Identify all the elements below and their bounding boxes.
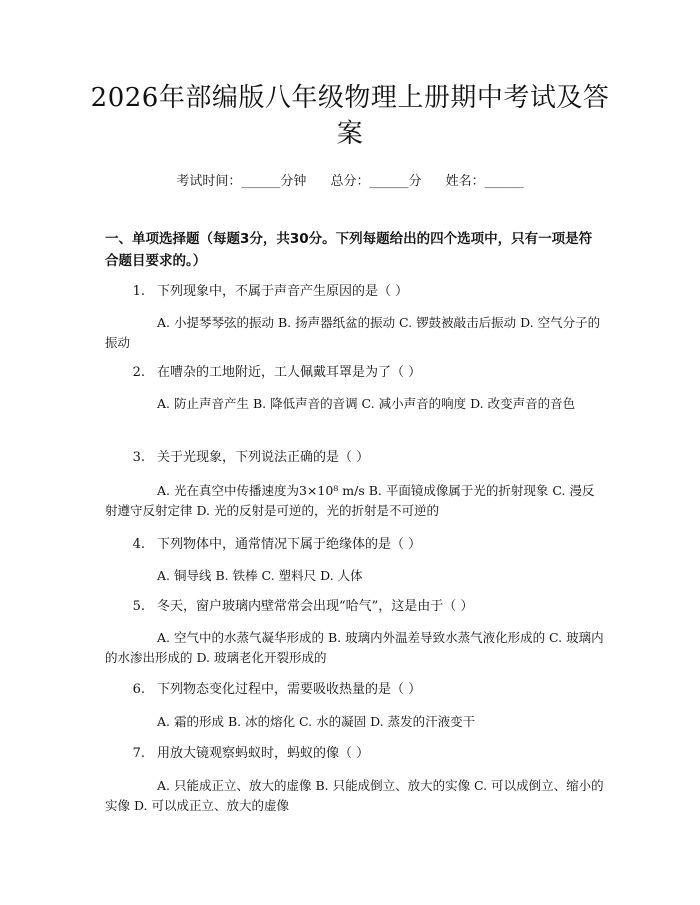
question-3 — [105, 448, 605, 468]
question-3-options: A. 光在真空中传播速度为3×10⁸ m/s B. 平面镜成像属于光的折射现象 C. 漫反射遵守反射定律 D. 光的反射是可逆的，光的折射是不可逆的 — [105, 483, 595, 518]
question-number: 7. — [132, 746, 145, 761]
question-text: 冬天，窗户玻璃内壁常常会出现“哈气”，这是由于（ ） — [157, 599, 474, 614]
question-text: 用放大镜观察蚂蚁时，蚂蚁的像（ ） — [157, 746, 370, 761]
question-text: 在嘈杂的工地附近，工人佩戴耳罩是为了（ ） — [157, 365, 422, 380]
question-text: 下列现象中，不属于声音产生原因的是（ ） — [157, 284, 409, 299]
question-4 — [105, 535, 605, 555]
question-text: 下列物体中，通常情况下属于绝缘体的是（ ） — [157, 537, 422, 552]
question-7 — [105, 744, 605, 764]
question-1-options: A. 小提琴琴弦的振动 B. 扬声器纸盆的振动 C. 锣鼓被敲击后振动 D. 空气分子的振动 — [105, 315, 601, 350]
question-2-options: A. 防止声音产生 B. 降低声音的音调 C. 减小声音的响度 D. 改变声音的音色 — [157, 396, 576, 411]
question-number: 2. — [132, 365, 145, 380]
question-6-options: A. 霜的形成 B. 冰的熔化 C. 水的凝固 D. 蒸发的汗液变干 — [157, 714, 476, 729]
question-text: 关于光现象，下列说法正确的是（ ） — [157, 450, 370, 465]
question-number: 1. — [132, 284, 145, 299]
question-text: 下列物态变化过程中，需要吸收热量的是（ ） — [157, 682, 422, 697]
question-6 — [105, 680, 605, 700]
question-number: 5. — [132, 599, 145, 614]
exam-meta — [0, 170, 700, 189]
question-4-options: A. 铜导线 B. 铁棒 C. 塑料尺 D. 人体 — [157, 568, 363, 583]
question-number: 6. — [132, 682, 145, 697]
total-score-field: 总分：______分 — [330, 174, 422, 189]
question-7-options: A. 只能成正立、放大的虚像 B. 只能成倒立、放大的实像 C. 可以成倒立、缩小的实像 D. 可以成正立、放大的虚像 — [105, 778, 604, 813]
document-title: 2026年部编版八年级物理上册期中考试及答案 — [90, 83, 610, 149]
question-5 — [105, 597, 605, 617]
question-number: 4. — [132, 537, 145, 552]
question-2 — [105, 363, 605, 383]
question-number: 3. — [132, 450, 145, 465]
question-1 — [105, 282, 605, 302]
section-heading: 一、单项选择题（每题3分，共30分。下列每题给出的四个选项中，只有一项是符合题目要求的。） — [105, 231, 593, 269]
question-5-options: A. 空气中的水蒸气凝华形成的 B. 玻璃内外温差导致水蒸气液化形成的 C. 玻璃内的水渗出形成的 D. 玻璃老化开裂形成的 — [105, 630, 604, 665]
student-name-field: 姓名：______ — [445, 174, 524, 189]
exam-time-field: 考试时间：______分钟 — [176, 174, 307, 189]
